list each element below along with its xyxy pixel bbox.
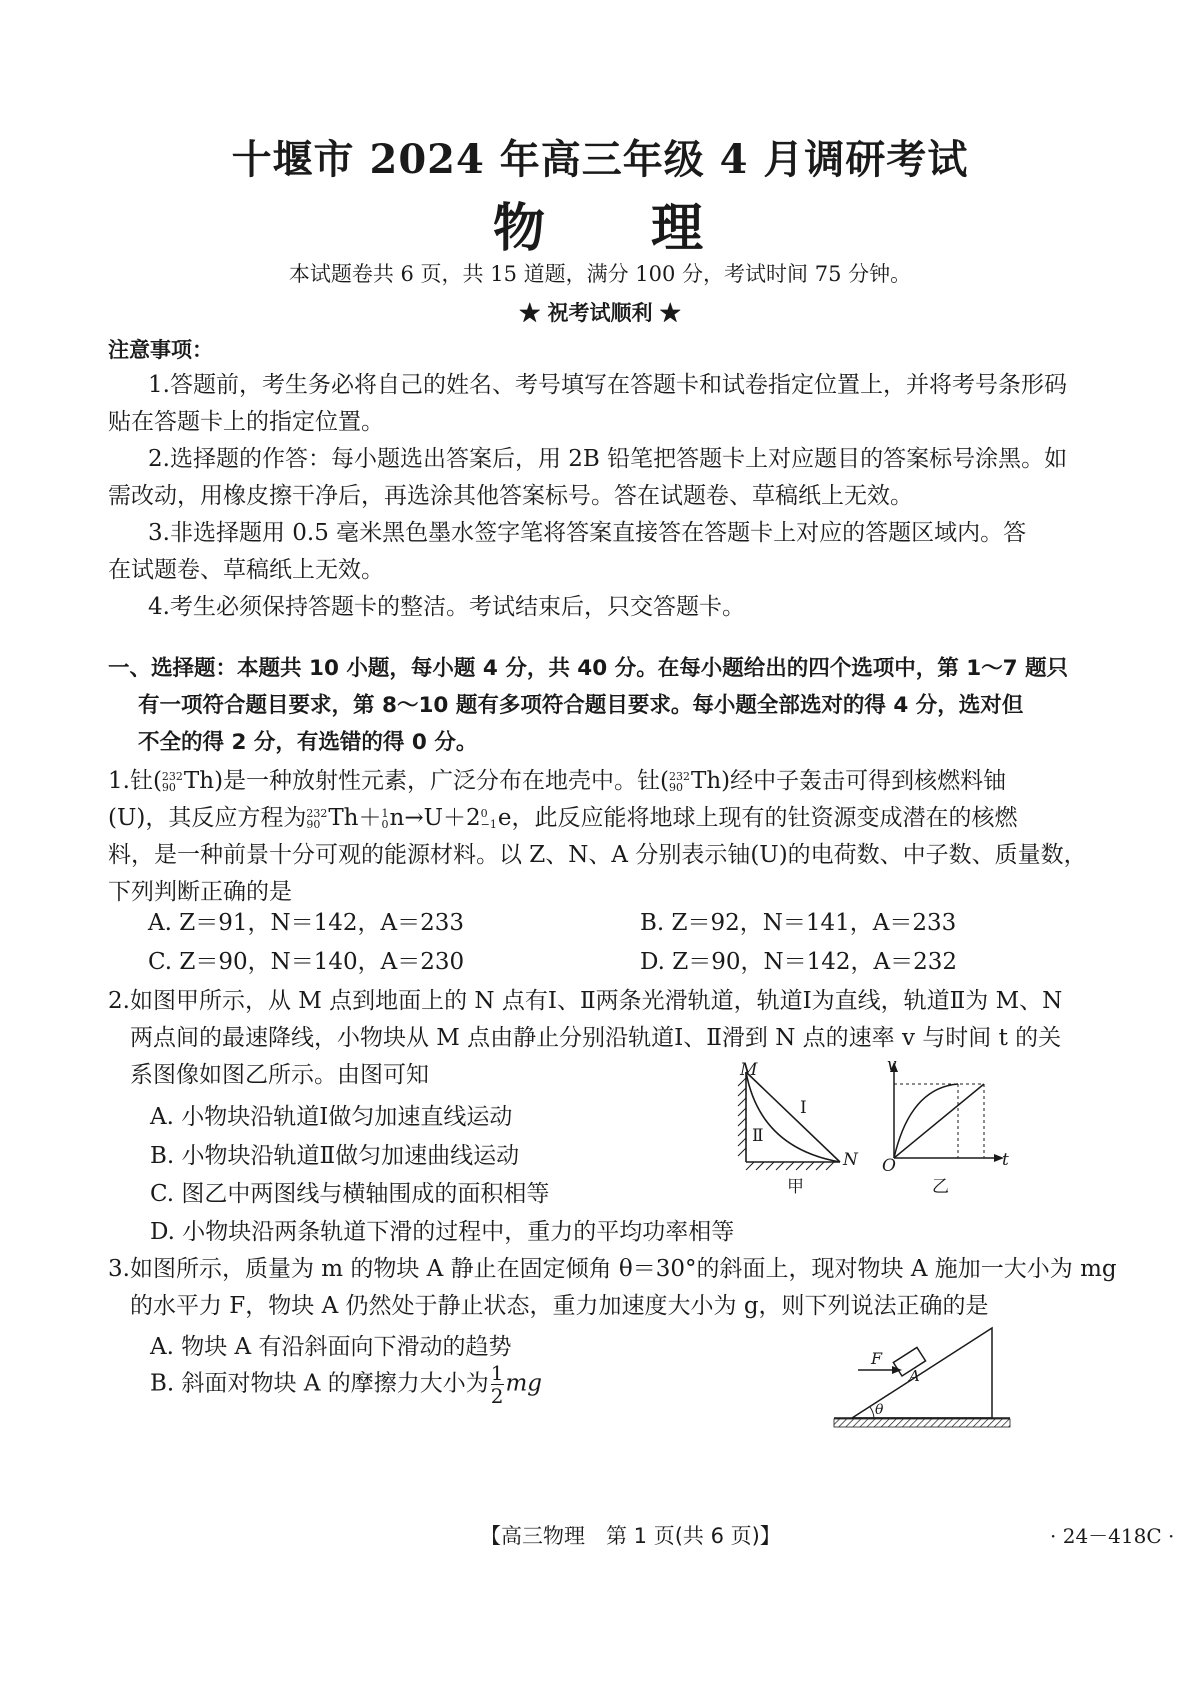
figure-incline xyxy=(830,1322,1015,1432)
section-1-line-3: 不全的得 2 分，有选错的得 0 分。 xyxy=(138,730,478,755)
note-3-line-1: 3.非选择题用 0.5 毫米黑色墨水签字笔将答案直接答在答题卡上对应的答题区域内。答 xyxy=(148,520,1027,546)
fig-jia-label-m: M xyxy=(740,1060,758,1080)
page-footer: 【高三物理 第 1 页(共 6 页)】 xyxy=(480,1524,781,1548)
incline-triangle xyxy=(852,1328,992,1418)
fig-jia-label-n: N xyxy=(843,1150,858,1170)
fig-jia-label-track-two: Ⅱ xyxy=(752,1126,764,1146)
q2-option-a[interactable]: A. 小物块沿轨道Ⅰ做匀加速直线运动 xyxy=(150,1104,513,1130)
thorium-nuclide: 232 90 xyxy=(306,807,328,831)
good-luck-banner: ★ 祝考试顺利 ★ xyxy=(519,300,681,325)
q1-option-a[interactable]: A. Z＝91，N＝142，A＝233 xyxy=(148,910,465,936)
q1-text-b: Th)是一种放射性元素，广泛分布在地壳中。钍( xyxy=(183,768,670,794)
q2-option-c[interactable]: C. 图乙中两图线与横轴围成的面积相等 xyxy=(150,1181,550,1207)
q1-option-b[interactable]: B. Z＝92，N＝141，A＝233 xyxy=(640,910,957,936)
q3-option-b-mg: mg xyxy=(505,1370,543,1397)
q1-text-d: (U)，其反应方程为 xyxy=(108,805,307,831)
q1-text-f: n→U＋2 xyxy=(389,805,481,831)
section-1-line-1: 一、选择题：本题共 10 小题，每小题 4 分，共 40 分。在每小题给出的四个选项中，第 1～7 题只 xyxy=(108,656,1069,681)
section-1-line-2: 有一项符合题目要求，第 8～10 题有多项符合题目要求。每小题全部选对的得 4 分，选对但 xyxy=(138,693,1024,718)
note-2-line-1: 2.选择题的作答：每小题选出答案后，用 2B 铅笔把答题卡上对应题目的答案标号涂黑。如 xyxy=(148,446,1068,472)
note-1-line-2: 贴在答题卡上的指定位置。 xyxy=(108,409,384,435)
electron-nuclide: 0 −1 xyxy=(480,807,497,831)
q2-line-3: 系图像如图乙所示。由图可知 xyxy=(130,1062,429,1088)
fig-jia-caption: 甲 xyxy=(787,1177,804,1197)
thorium-nuclide: 232 90 xyxy=(669,770,691,794)
subject-title: 物 理 xyxy=(492,198,708,259)
vt-curve-track-two xyxy=(894,1084,958,1158)
q3-line-2: 的水平力 F，物块 A 仍然处于静止状态，重力加速度大小为 g，则下列说法正确的是 xyxy=(130,1293,989,1319)
fraction-one-half: $\frac{1}{2}$ xyxy=(490,1361,504,1408)
fig-yi-label-o: O xyxy=(882,1156,896,1176)
q2-line-2: 两点间的最速降线，小物块从 M 点由静止分别沿轨道Ⅰ、Ⅱ滑到 N 点的速率 v 与时间 t 的关 xyxy=(130,1025,1062,1051)
track-one xyxy=(746,1072,840,1162)
q1-line-3: 料，是一种前景十分可观的能源材料。以 Z、N、A 分别表示铀(U)的电荷数、中子数、质量数， xyxy=(108,842,1087,868)
q1-text-g: e，此反应能将地球上现有的钍资源变成潜在的核燃 xyxy=(497,805,1018,831)
exam-title: 十堰市 2024 年高三年级 4 月调研考试 xyxy=(231,136,969,183)
exam-code: · 24－418C · xyxy=(1050,1524,1175,1548)
q2-option-d[interactable]: D. 小物块沿两条轨道下滑的过程中，重力的平均功率相等 xyxy=(150,1219,735,1245)
q1-line-2 xyxy=(108,801,1017,835)
q3-option-a[interactable]: A. 物块 A 有沿斜面向下滑动的趋势 xyxy=(150,1334,512,1360)
fig-yi-caption: 乙 xyxy=(932,1177,949,1197)
fig-yi-label-v: v xyxy=(887,1055,897,1075)
note-1-line-1: 1.答题前，考生务必将自己的姓名、考号填写在答题卡和试卷指定位置上，并将考号条形码 xyxy=(148,372,1067,398)
q3-option-b-text: B. 斜面对物块 A 的摩擦力大小为 xyxy=(150,1370,489,1397)
q1-option-c[interactable]: C. Z＝90，N＝140，A＝230 xyxy=(148,949,465,975)
q3-option-b[interactable] xyxy=(150,1362,542,1407)
incline-label-f: F xyxy=(871,1349,883,1368)
fig-yi-label-t: t xyxy=(1002,1150,1009,1170)
note-4: 4.考生必须保持答题卡的整洁。考试结束后，只交答题卡。 xyxy=(148,594,745,620)
thorium-nuclide: 232 90 xyxy=(161,770,183,794)
q1-line-1 xyxy=(108,764,1006,798)
q2-line-1: 2.如图甲所示，从 M 点到地面上的 N 点有Ⅰ、Ⅱ两条光滑轨道，轨道Ⅰ为直线，轨道Ⅱ为 M、N xyxy=(108,988,1063,1014)
q1-line-4: 下列判断正确的是 xyxy=(108,879,292,905)
figure-yi-vt-graph xyxy=(880,1058,1010,1168)
q1-option-d[interactable]: D. Z＝90，N＝142，A＝232 xyxy=(640,949,958,975)
q3-line-1: 3.如图所示，质量为 m 的物块 A 静止在固定倾角 θ＝30°的斜面上，现对物块 A 施加一大小为 mg xyxy=(108,1256,1117,1282)
q1-text-c: Th)经中子轰击可得到核燃料铀 xyxy=(691,768,1007,794)
q2-option-b[interactable]: B. 小物块沿轨道Ⅱ做匀加速曲线运动 xyxy=(150,1143,520,1169)
note-3-line-2: 在试题卷、草稿纸上无效。 xyxy=(108,557,384,583)
neutron-nuclide: 1 0 xyxy=(381,807,389,831)
incline-label-a: A xyxy=(909,1367,920,1385)
exam-info: 本试题卷共 6 页，共 15 道题，满分 100 分，考试时间 75 分钟。 xyxy=(288,262,912,286)
fig-jia-label-track-one: Ⅰ xyxy=(800,1098,807,1118)
q1-text-a: 1.钍( xyxy=(108,768,162,794)
note-2-line-2: 需改动，用橡皮擦干净后，再选涂其他答案标号。答在试题卷、草稿纸上无效。 xyxy=(108,483,913,509)
q1-text-e: Th＋ xyxy=(328,805,382,831)
notes-heading: 注意事项： xyxy=(108,338,213,362)
incline-label-theta: θ xyxy=(875,1402,884,1418)
